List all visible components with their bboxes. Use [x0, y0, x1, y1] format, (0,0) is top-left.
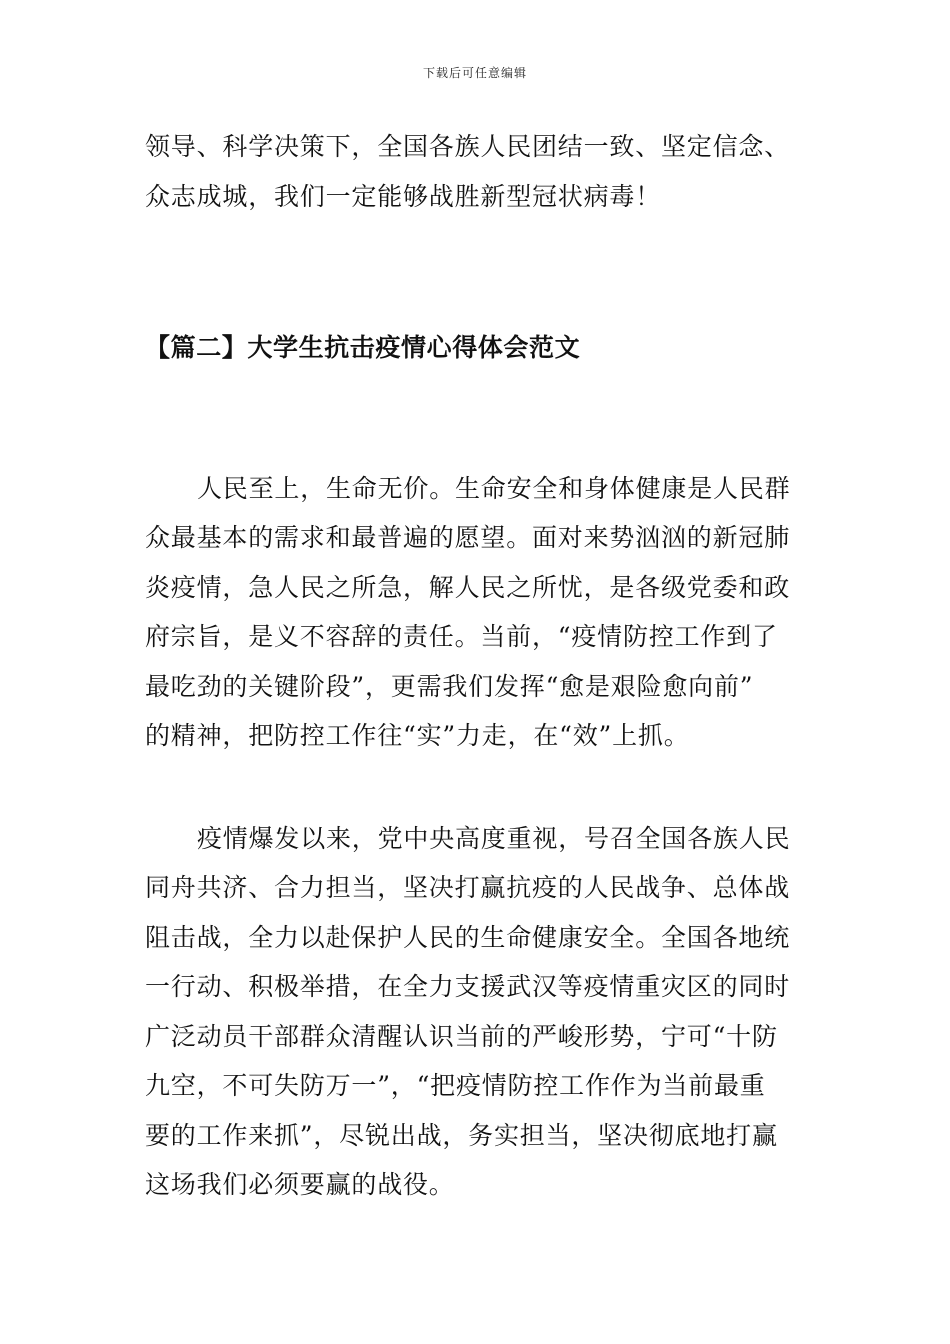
paragraph-line: 九空，不可失防万一”，“把疫情防控工作作为当前最重: [145, 1071, 766, 1100]
paragraph-line: 要的工作来抓”，尽锐出战，务实担当，坚决彻底地打赢: [145, 1120, 778, 1150]
paragraph-line: 这场我们必须要赢的战役。: [145, 1170, 455, 1199]
body-paragraph-2: [145, 814, 805, 1210]
intro-paragraph: [145, 122, 805, 221]
paragraph-line: 疫情爆发以来，党中央高度重视，号召全国各族人民: [197, 823, 791, 853]
page-header-note: 下载后可任意编辑: [422, 66, 527, 80]
paragraph-line: 府宗旨，是义不容辞的责任。当前，“疫情防控工作到了: [145, 622, 778, 651]
spacer: [145, 373, 805, 464]
paragraph-line: 炎疫情，急人民之所急，解人民之所忧，是各级党委和政: [145, 572, 791, 602]
intro-line: 领导、科学决策下，全国各族人民团结一致、坚定信念、: [145, 132, 791, 161]
paragraph-line: 广泛动员干部群众清醒认识当前的严峻形势，宁可“十防: [145, 1021, 778, 1051]
intro-line: 众志成城，我们一定能够战胜新型冠状病毒！: [145, 181, 662, 211]
spacer: [145, 761, 805, 814]
section-heading: 【篇二】大学生抗击疫情心得体会范文: [145, 333, 581, 362]
body-paragraph-1: [145, 464, 805, 761]
spacer: [145, 221, 805, 323]
paragraph-line: 最吃劲的关键阶段”，更需我们发挥“愈是艰险愈向前”: [145, 671, 754, 701]
paragraph-line: 同舟共济、合力担当，坚决打赢抗疫的人民战争、总体战: [145, 873, 791, 902]
paragraph-line: 的精神，把防控工作往“实”力走，在“效”上抓。: [145, 721, 690, 750]
document-body: [145, 122, 805, 1210]
paragraph-line: 众最基本的需求和最普遍的愿望。面对来势汹汹的新冠肺: [145, 523, 791, 552]
paragraph-line: 阻击战，全力以赴保护人民的生命健康安全。全国各地统: [145, 922, 791, 952]
paragraph-line: 一行动、积极举措，在全力支援武汉等疫情重灾区的同时: [145, 972, 791, 1001]
paragraph-line: 人民至上，生命无价。生命安全和身体健康是人民群: [197, 473, 791, 503]
